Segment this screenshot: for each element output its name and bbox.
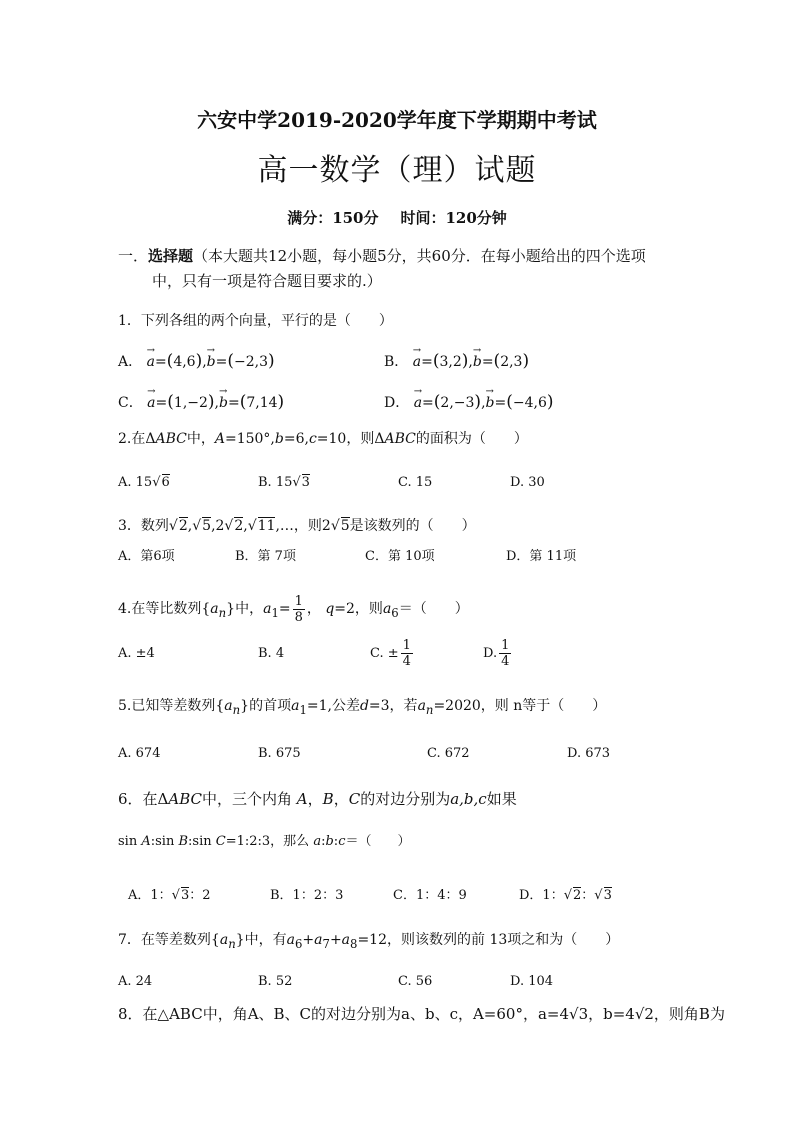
q6-option-c: C．1：4：9 <box>393 888 467 903</box>
q6-stem-line1: 6．在ΔABC中，三个内角 A，B，C的对边分别为a,b,c如果 <box>118 790 517 808</box>
exam-title: 六安中学2019-2020学年度下学期期中考试 <box>197 108 597 132</box>
q6-option-d: D．1：√2：√3 <box>519 888 612 903</box>
q2-option-d: D. 30 <box>510 475 545 490</box>
q2-option-a: A. 15√6 <box>118 475 170 490</box>
q6-stem-line2: sin A:sin B:sin C=1:2:3，那么 a:b:c＝（ ） <box>118 834 411 849</box>
exam-time: 时间：120分钟 <box>400 209 507 227</box>
q5-option-d: D. 673 <box>567 746 611 761</box>
section-desc-1: （本大题共12小题，每小题5分，共60分．在每小题给出的四个选项 <box>193 247 646 265</box>
full-score: 满分：150分 <box>287 209 379 227</box>
section-label: 选择题 <box>148 247 194 265</box>
q8-stem: 8．在△ABC中，角A、B、C的对边分别为a、b、c，A=60°，a=4√3，b=4√2，则角B为 <box>118 1005 725 1023</box>
q2-option-b: B. 15√3 <box>258 475 310 490</box>
q1-option-b: B． → a=(3,2),→ b=(2,3) <box>384 352 529 371</box>
q3-option-c: C．第 10项 <box>365 549 435 564</box>
q4-option-c: C. ± $\frac{1}{4}$ <box>370 638 411 669</box>
q7-option-c: C. 56 <box>398 974 433 989</box>
section-number: 一． <box>118 247 149 265</box>
q1-option-c: C． → a=(1,−2),→ b=(7,14) <box>118 393 284 412</box>
q7-stem: 7．在等差数列$\{a_n\}$中，有$a_6+a_7+a_8=12$，则该数列的前 13项之和为（ ） <box>118 932 620 951</box>
q3-option-a: A．第6项 <box>118 549 175 564</box>
q1-stem: 1．下列各组的两个向量，平行的是（ ） <box>118 313 393 329</box>
q1-option-d: D． → a=(2,−3),→ b=(−4,6) <box>384 393 554 412</box>
q1-option-a: A． → a=(4,6),→ b=(−2,3) <box>118 352 275 371</box>
exam-subtitle: 高一数学（理）试题 <box>257 153 537 188</box>
q4-option-d: D. $\frac{1}{4}$ <box>483 638 510 669</box>
q6-option-a: A．1：√3：2 <box>128 888 211 903</box>
q3-option-d: D．第 11项 <box>506 549 577 564</box>
score-time-line <box>0 208 794 228</box>
q3-stem: 3．数列√2,√5,2√2,√11,…，则2√5是该数列的（ ） <box>118 518 476 534</box>
q5-option-c: C. 672 <box>427 746 470 761</box>
section-heading <box>118 245 646 267</box>
q5-option-b: B. 675 <box>258 746 301 761</box>
q4-option-a: A. ±4 <box>118 646 155 661</box>
q4-stem: 4.在等比数列$\{a_n\}$中，$a_1=$ $\frac{1}{8}$ ， q=2，则$a_6=$（ ） <box>118 593 469 625</box>
q5-option-a: A. 674 <box>118 746 161 761</box>
q4-option-b: B. 4 <box>258 646 285 661</box>
q2-stem: 2.在ΔABC中，A=150°,b=6,c=10，则ΔABC的面积为（ ） <box>118 431 528 447</box>
q5-stem: 5.已知等差数列$\{a_n\}$的首项$a_1=1$,公差d=3，若$a_n=2020$，则 n等于（ ） <box>118 698 607 717</box>
q7-option-d: D. 104 <box>510 974 554 989</box>
q7-option-a: A. 24 <box>118 974 153 989</box>
q2-option-c: C. 15 <box>398 475 433 490</box>
section-desc-2: 中，只有一项是符合题目要求的.） <box>152 272 382 290</box>
q7-option-b: B. 52 <box>258 974 293 989</box>
q6-option-b: B．1：2：3 <box>270 888 344 903</box>
q3-option-b: B．第 7项 <box>235 549 296 564</box>
